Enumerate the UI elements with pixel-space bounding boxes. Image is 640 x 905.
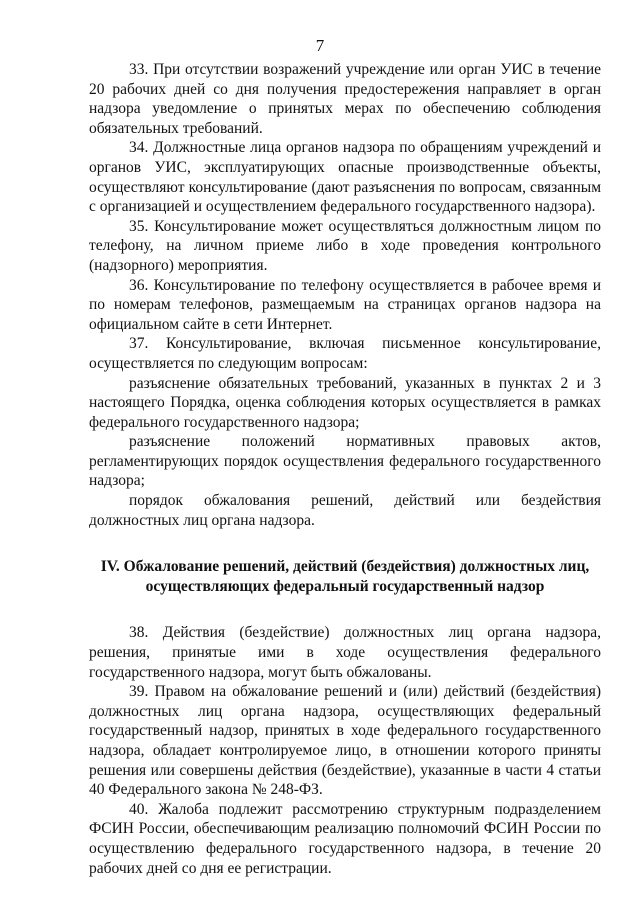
paragraph-38: 38. Действия (бездействие) должностных лиц органа надзора, решения, принятые ими в ходе осуществления федерального государственного надзора, могут быть обжалованы. (89, 624, 601, 681)
section-heading-line-1: IV. Обжалование решений, действий (бездействия) должностных лиц, (100, 558, 590, 576)
section-heading (89, 557, 601, 596)
paragraph-34: 34. Должностные лица органов надзора по обращениям учреждений и органов УИС, эксплуатирующих опасные производственные объекты, осуществляют консультирование (дают разъяснения по вопросам, связанным с организацией и осуществлением федерального государственного надзора). (89, 139, 601, 216)
paragraph-37: 37. Консультирование, включая письменное консультирование, осуществляется по следующим вопросам: (89, 335, 601, 372)
paragraph-39: 39. Правом на обжалование решений и (или) действий (бездействия) должностных лиц органа надзора, осуществляющих федеральный государственный надзор, принятых в ходе федерального государственного надзора, обладает контролируемое лицо, в отношении которого приняты решения или совершены действия (бездействие), указанные в части 4 статьи 40 Федерального закона № 248-ФЗ. (89, 683, 601, 799)
paragraph-35: 35. Консультирование может осуществляться должностным лицом по телефону, на личном приеме либо в ходе проведения контрольного (надзорного) мероприятия. (89, 217, 601, 274)
page-number: 7 (315, 36, 325, 55)
paragraph-36: 36. Консультирование по телефону осуществляется в рабочее время и по номерам телефонов, размещаемым на страницах органов надзора на официальном сайте в сети Интернет. (89, 276, 601, 333)
list-item-appeal-procedure: порядок обжалования решений, действий или бездействия должностных лиц органа надзора. (89, 492, 601, 529)
list-item-regulations: разъяснение положений нормативных правовых актов, регламентирующих порядок осуществления федерального государственного надзора; (89, 433, 601, 490)
paragraph-40: 40. Жалоба подлежит рассмотрению структурным подразделением ФСИН России, обеспечивающим реализацию полномочий ФСИН России по осуществлению федерального государственного надзора, в течение 20 рабочих дней со дня ее регистрации. (89, 800, 601, 877)
paragraph-33: 33. При отсутствии возражений учреждение или орган УИС в течение 20 рабочих дней со дня получения предостережения направляет в орган надзора уведомление о принятых мерах по обеспечению соблюдения обязательных требований. (89, 61, 601, 137)
list-item-requirements: разъяснение обязательных требований, указанных в пунктах 2 и 3 настоящего Порядка, оценка соблюдения которых осуществляется в рамках федерального государственного надзора; (89, 374, 601, 431)
section-heading-line-2: осуществляющих федеральный государственный надзор (145, 577, 545, 595)
page-body (89, 60, 601, 878)
